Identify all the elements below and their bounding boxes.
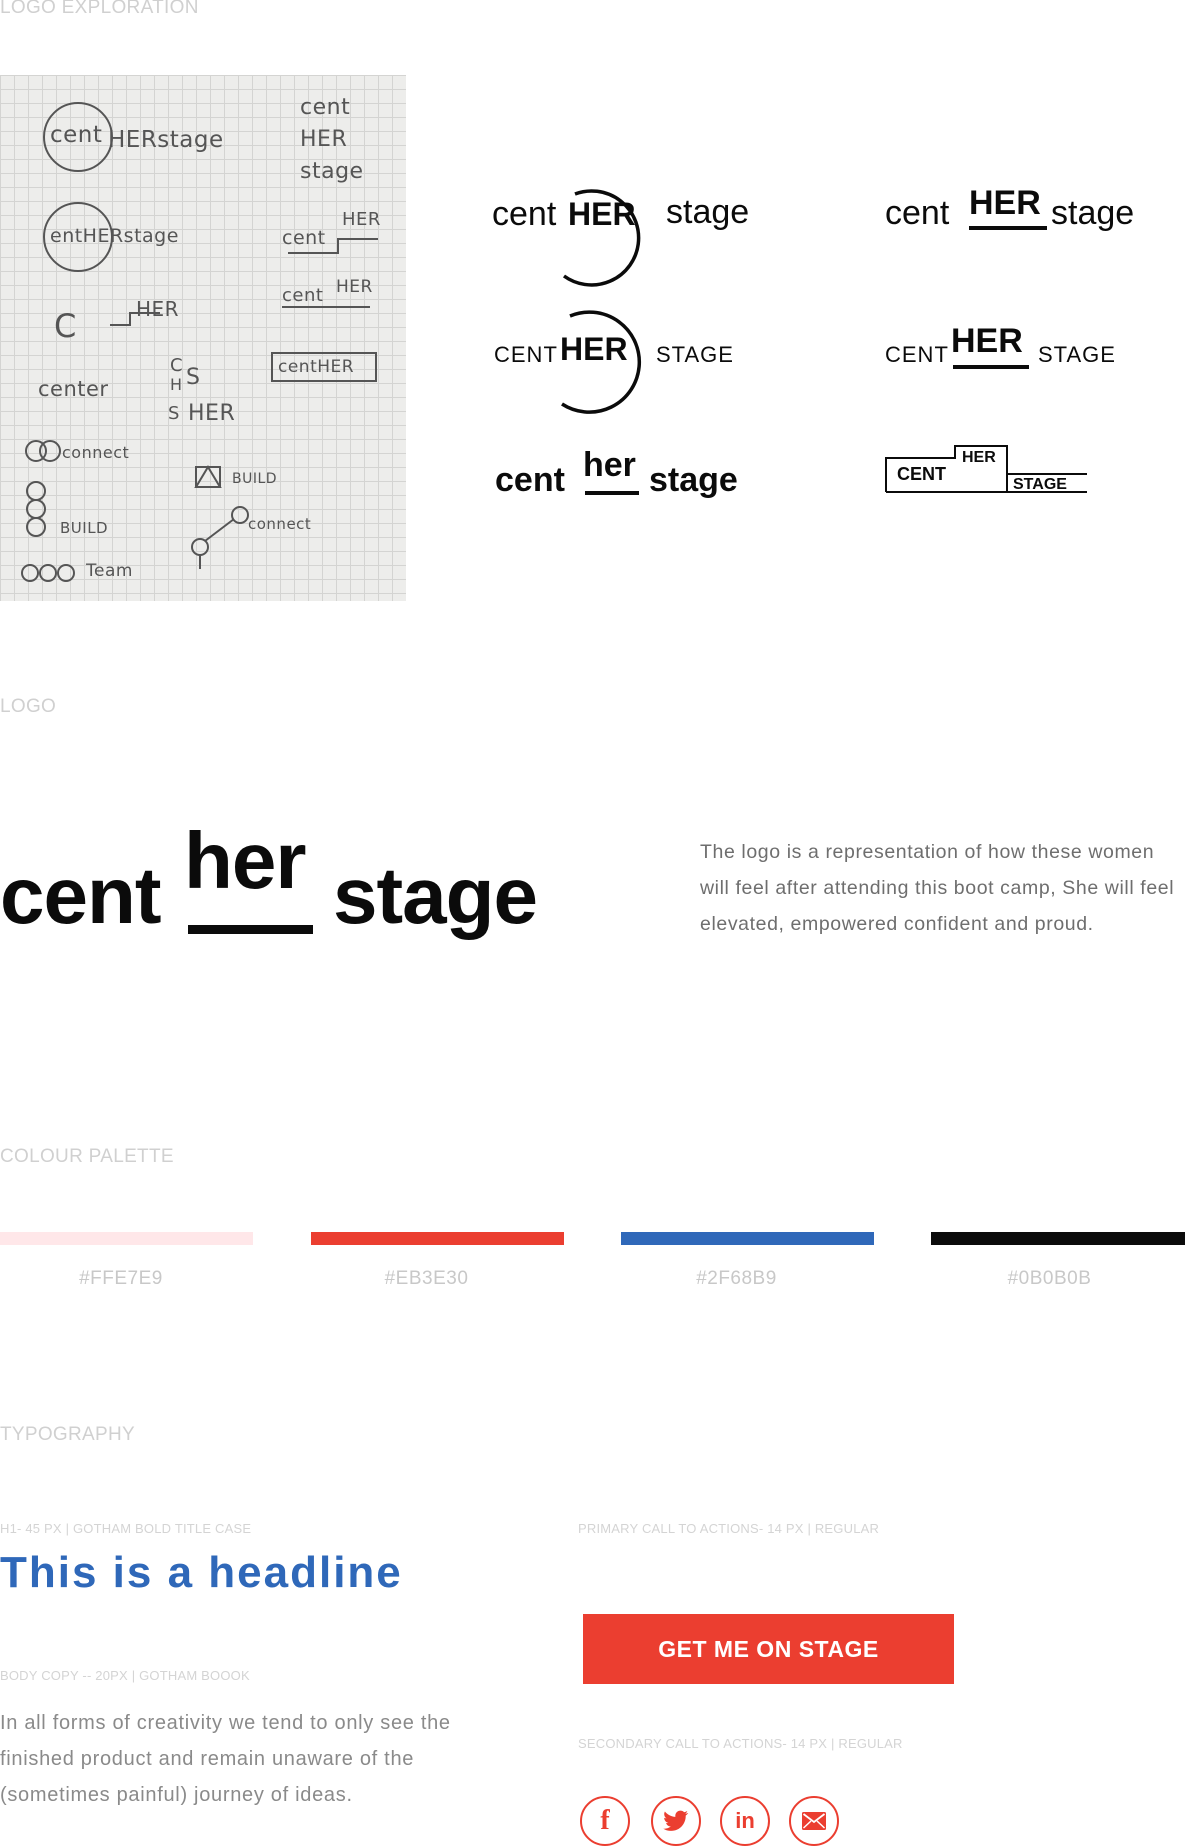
h1-spec-label: H1- 45 PX | GOTHAM BOLD TITLE CASE — [0, 1521, 252, 1536]
variant-cent-text: cent — [885, 194, 950, 232]
sketch-word: cent — [282, 285, 324, 306]
variant-her-text: HER — [962, 449, 996, 466]
hex-label: #EB3E30 — [384, 1268, 469, 1289]
hex-label: #FFE7E9 — [79, 1268, 163, 1289]
sketch-word: HERstage — [108, 127, 224, 153]
linkedin-icon[interactable] — [720, 1796, 770, 1846]
main-logo-stage: stage — [333, 851, 537, 940]
sketch-word: HER — [336, 277, 373, 297]
sketch-word: HER — [188, 401, 236, 426]
logo-variant-underline-lowercase — [883, 178, 1183, 248]
logo-description: The logo is a representation of how these women will feel after attending this boot camp, She will feel elevated, empowered confident and proud. — [700, 841, 1175, 935]
section-title-typography: TYPOGRAPHY — [0, 1424, 135, 1445]
variant-her-text: HER — [969, 184, 1041, 222]
swatch-blue — [621, 1232, 874, 1245]
variant-stage-text: stage — [1051, 194, 1135, 232]
sketch-word: center — [38, 377, 109, 401]
variant-stage-text: STAGE — [1013, 476, 1067, 493]
swatch-pink — [0, 1232, 253, 1245]
variant-her-text: HER — [568, 196, 636, 232]
sketch-word: cent — [50, 122, 103, 148]
main-logo — [0, 818, 560, 953]
main-logo-her: her — [184, 818, 306, 905]
variant-her-text: HER — [951, 322, 1023, 360]
get-me-on-stage-button[interactable]: GET ME ON STAGE — [583, 1614, 954, 1684]
logo-variant-bold-lowercase — [493, 444, 773, 508]
section-title-logo-exploration: LOGO EXPLORATION — [0, 0, 199, 18]
primary-cta-spec-label: PRIMARY CALL TO ACTIONS- 14 PX | REGULAR — [578, 1521, 880, 1536]
facebook-icon[interactable] — [580, 1796, 630, 1846]
body-spec-label: BODY COPY -- 20PX | GOTHAM BOOOK — [0, 1668, 250, 1683]
sketch-word: C — [54, 307, 77, 345]
sketch-word: cent — [300, 95, 351, 120]
sketch-word: centHER — [278, 357, 355, 377]
variant-stage-text: stage — [666, 193, 750, 231]
section-title-colour-palette: COLOUR PALETTE — [0, 1146, 174, 1167]
headline-sample: This is a headline — [0, 1548, 403, 1597]
sketch-word: C — [170, 355, 184, 376]
sketch-word: BUILD — [60, 519, 109, 537]
twitter-icon[interactable] — [651, 1796, 701, 1846]
variant-stage-text: STAGE — [1038, 342, 1116, 367]
variant-her-text: HER — [560, 331, 628, 367]
sketch-word: Team — [86, 561, 133, 581]
sketch-word: HER — [136, 297, 180, 321]
sketch-word: H — [170, 375, 183, 394]
sketch-word: entHERstage — [50, 225, 179, 247]
sketch-word: cent — [282, 227, 326, 249]
hex-label: #0B0B0B — [1007, 1268, 1092, 1289]
mail-icon[interactable] — [789, 1796, 839, 1846]
swatch-red — [311, 1232, 564, 1245]
sketch-word: S — [186, 365, 201, 390]
variant-cent-text: cent — [492, 195, 557, 233]
variant-stage-text: STAGE — [656, 342, 734, 367]
secondary-cta-spec-label: SECONDARY CALL TO ACTIONS- 14 PX | REGULAR — [578, 1736, 903, 1751]
body-copy-sample: In all forms of creativity we tend to only see the finished product and remain unaware of the (sometimes painful) journey of ideas. — [0, 1712, 451, 1806]
logo-variant-underline-uppercase — [883, 318, 1143, 388]
facebook-glyph: f — [600, 1805, 610, 1836]
section-title-logo: LOGO — [0, 696, 57, 717]
main-logo-underline — [188, 925, 313, 934]
sketch-word: connect — [248, 515, 312, 533]
variant-stage-text: stage — [649, 461, 738, 499]
variant-cent-text: CENT — [885, 342, 949, 367]
mail-glyph — [802, 1812, 826, 1830]
sketch-word: S — [168, 403, 180, 424]
logo-variant-circle-uppercase — [492, 300, 752, 420]
twitter-glyph — [663, 1810, 689, 1832]
main-logo-cent: cent — [0, 851, 161, 940]
sketch-word: HER — [342, 209, 381, 230]
sketch-word: connect — [62, 443, 130, 462]
variant-cent-text: cent — [495, 461, 565, 499]
variant-her-text: her — [583, 446, 636, 484]
hex-label: #2F68B9 — [696, 1268, 777, 1289]
logo-variant-circle-lowercase — [490, 160, 780, 280]
logo-sketch-photo — [0, 75, 406, 601]
variant-cent-text: CENT — [494, 342, 558, 367]
sketch-word: HER — [300, 127, 348, 152]
variant-cent-text: CENT — [897, 464, 946, 484]
sketch-word: stage — [300, 159, 364, 184]
sketch-word: BUILD — [232, 471, 278, 487]
swatch-black — [931, 1232, 1185, 1245]
logo-variant-step-boxed — [883, 442, 1093, 502]
linkedin-glyph: in — [735, 1808, 755, 1833]
